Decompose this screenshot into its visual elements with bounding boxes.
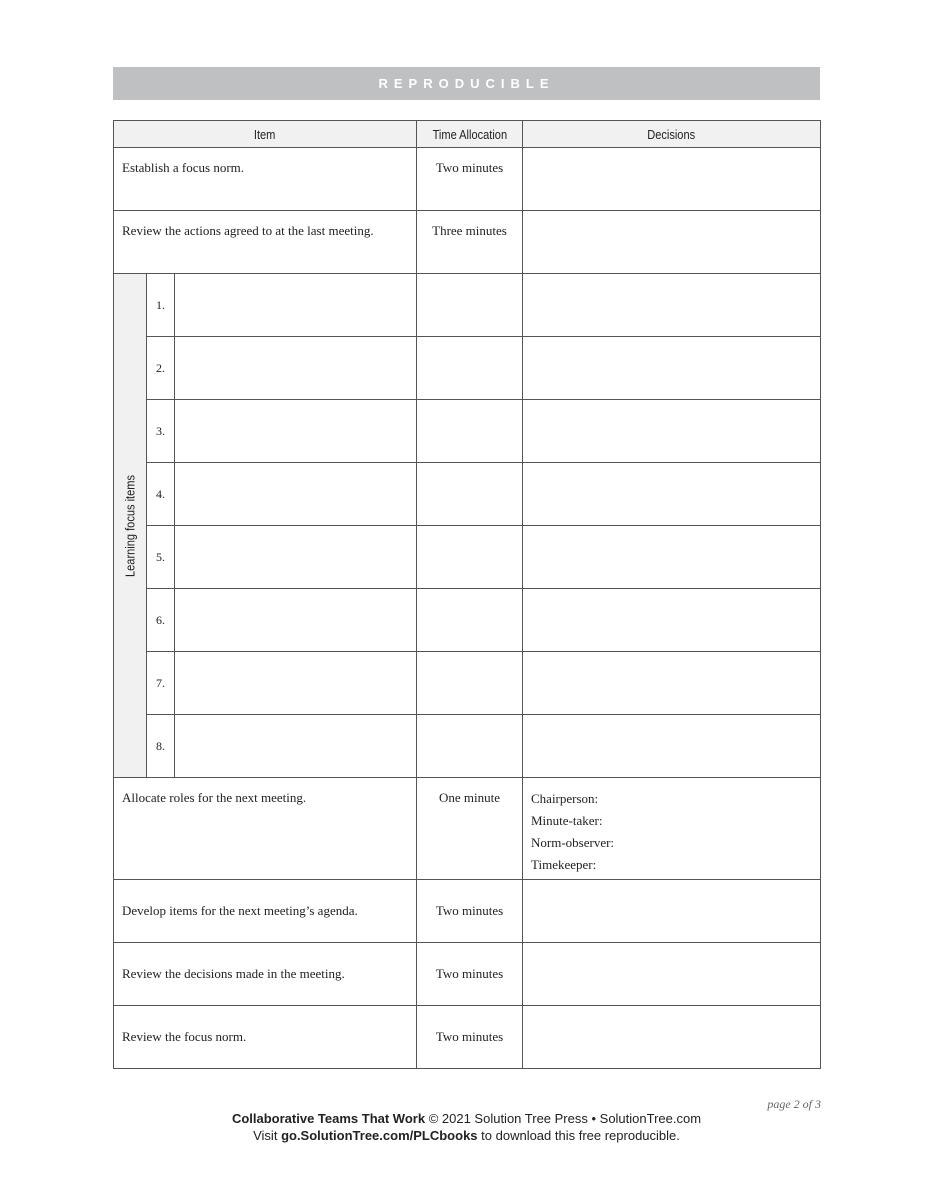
time-cell[interactable] (417, 463, 523, 526)
focus-item-number: 1. (147, 274, 175, 337)
focus-item-field[interactable] (175, 652, 417, 715)
focus-item-row (114, 274, 821, 337)
meeting-agenda-table (113, 120, 821, 1069)
focus-item-field[interactable] (175, 274, 417, 337)
item-cell: Review the decisions made in the meeting. (114, 943, 417, 1006)
focus-item-number: 6. (147, 589, 175, 652)
roles-row (114, 778, 821, 880)
decisions-cell[interactable] (523, 715, 821, 778)
focus-item-number: 7. (147, 652, 175, 715)
focus-item-row (114, 463, 821, 526)
reproducible-banner: REPRODUCIBLE (113, 67, 820, 100)
time-cell: Two minutes (417, 880, 523, 943)
timekeeper-label: Timekeeper: (531, 857, 597, 872)
learning-focus-side-label (114, 274, 147, 778)
time-cell[interactable] (417, 337, 523, 400)
focus-item-row (114, 400, 821, 463)
time-cell: Two minutes (417, 148, 523, 211)
table-row (114, 148, 821, 211)
minute-taker-label: Minute-taker: (531, 813, 603, 828)
focus-item-row (114, 337, 821, 400)
time-cell[interactable] (417, 274, 523, 337)
copyright-text: © 2021 Solution Tree Press • SolutionTree.com (428, 1111, 702, 1126)
item-cell: Develop items for the next meeting’s agenda. (114, 880, 417, 943)
item-column-header: Item (114, 121, 417, 148)
focus-item-field[interactable] (175, 526, 417, 589)
decisions-cell[interactable] (523, 337, 821, 400)
decisions-cell[interactable] (523, 211, 821, 274)
time-cell[interactable] (417, 400, 523, 463)
time-cell: Two minutes (417, 1006, 523, 1069)
focus-item-row (114, 589, 821, 652)
decisions-cell[interactable] (523, 463, 821, 526)
visit-text: Visit (253, 1128, 278, 1143)
roles-cell[interactable] (523, 778, 821, 880)
time-cell: Two minutes (417, 943, 523, 1006)
focus-item-row (114, 526, 821, 589)
chairperson-label: Chairperson: (531, 791, 599, 806)
footer-copyright-line (0, 1111, 933, 1126)
table-header-row (114, 121, 821, 148)
decisions-cell[interactable] (523, 589, 821, 652)
time-cell[interactable] (417, 652, 523, 715)
focus-item-row (114, 652, 821, 715)
page-number: page 2 of 3 (767, 1097, 821, 1111)
footer-visit-line (0, 1128, 933, 1143)
decisions-cell[interactable] (523, 148, 821, 211)
decisions-cell[interactable] (523, 1006, 821, 1069)
focus-item-number: 4. (147, 463, 175, 526)
focus-item-number: 8. (147, 715, 175, 778)
item-cell: Establish a focus norm. (114, 148, 417, 211)
time-cell: One minute (417, 778, 523, 880)
time-cell[interactable] (417, 589, 523, 652)
item-cell: Allocate roles for the next meeting. (114, 778, 417, 880)
download-suffix: to download this free reproducible. (481, 1128, 680, 1143)
decisions-cell[interactable] (523, 400, 821, 463)
decisions-cell[interactable] (523, 652, 821, 715)
item-cell: Review the focus norm. (114, 1006, 417, 1069)
focus-item-field[interactable] (175, 715, 417, 778)
table-row (114, 1006, 821, 1069)
decisions-column-header: Decisions (523, 121, 821, 148)
focus-item-row (114, 715, 821, 778)
decisions-cell[interactable] (523, 526, 821, 589)
focus-item-field[interactable] (175, 400, 417, 463)
focus-item-field[interactable] (175, 337, 417, 400)
decisions-cell[interactable] (523, 274, 821, 337)
focus-item-number: 5. (147, 526, 175, 589)
norm-observer-label: Norm-observer: (531, 835, 615, 850)
focus-item-number: 3. (147, 400, 175, 463)
time-allocation-column-header: Time Allocation (417, 121, 523, 148)
focus-item-field[interactable] (175, 463, 417, 526)
decisions-cell[interactable] (523, 943, 821, 1006)
time-cell[interactable] (417, 526, 523, 589)
item-cell: Review the actions agreed to at the last meeting. (114, 211, 417, 274)
decisions-cell[interactable] (523, 880, 821, 943)
focus-item-number: 2. (147, 337, 175, 400)
download-link[interactable]: go.SolutionTree.com/PLCbooks (281, 1128, 478, 1143)
time-cell: Three minutes (417, 211, 523, 274)
focus-item-field[interactable] (175, 589, 417, 652)
table-row (114, 211, 821, 274)
table-row (114, 943, 821, 1006)
time-cell[interactable] (417, 715, 523, 778)
book-title: Collaborative Teams That Work (231, 1111, 426, 1126)
table-row (114, 880, 821, 943)
side-label-text: Learning focus items (122, 474, 138, 577)
